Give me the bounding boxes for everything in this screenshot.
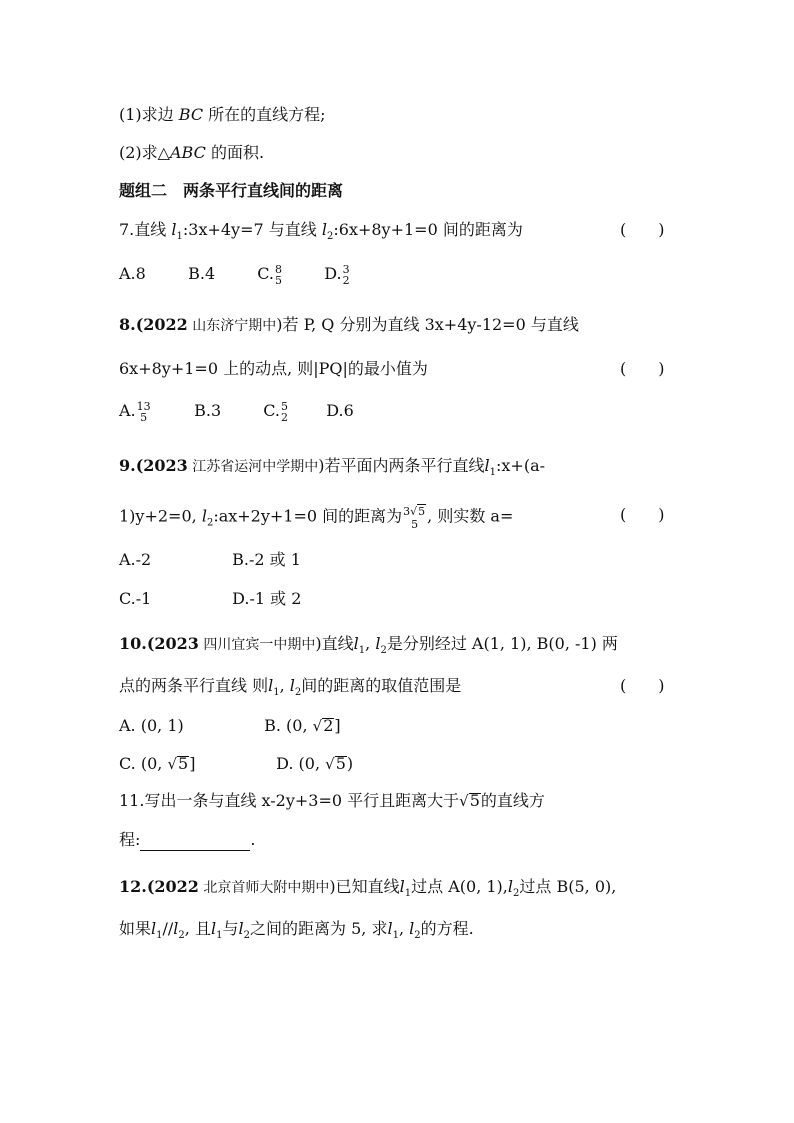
question-8-line-2: 6x+8y+1=0 上的动点, 则|PQ|的最小值为 — [119, 359, 428, 378]
q9-option-c: C.-1 — [119, 589, 152, 608]
question-10-line-2: 点的两条平行直线 则$l_1$, $l_2$间的距离的取值范围是 — [119, 676, 462, 699]
q8-option-b: B.3 — [194, 401, 222, 420]
answer-blank[interactable] — [140, 834, 250, 851]
q8-option-a: A. 13 5 — [119, 399, 151, 424]
q10-option-b: B. (0, √2] — [264, 716, 341, 735]
q7-option-a: A.8 — [119, 264, 146, 283]
q7-option-c: C. 8 5 — [257, 262, 282, 287]
source-label: 江苏省运河中学期中 — [187, 459, 319, 475]
question-10-line-1: 10.(2023 四川宜宾一中期中)直线$l_1$, $l_2$是分别经过 A(1, 1), B(0, -1) 两 — [119, 634, 618, 657]
section-title: 题组二 两条平行直线间的距离 — [119, 181, 344, 200]
q10-options-row-1 — [119, 715, 341, 737]
q9-option-b: B.-2 或 1 — [232, 550, 301, 569]
answer-bracket-7: ( ) — [620, 220, 665, 239]
question-9-line-2: 1)y+2=0, $l_2:ax+2y+1=0$ 间的距离为 3√5 5 , 则实数 a= — [119, 505, 514, 531]
question-11-line-1: 11.写出一条与直线 x-2y+3=0 平行且距离大于√5的直线方 — [119, 791, 545, 810]
question-9-line-1: 9.(2023 江苏省运河中学期中)若平面内两条平行直线$l_1:x+(a-$ — [119, 456, 546, 479]
distance-fraction: 3√5 5 — [403, 505, 426, 531]
q9-options-row-1 — [119, 549, 301, 571]
source-label: 北京首师大附中期中 — [198, 880, 330, 896]
q8-option-c: C. 5 2 — [263, 399, 288, 424]
q6-part-2: (2)求△ABC 的面积. — [119, 143, 265, 162]
q7-options — [119, 263, 351, 286]
q10-option-a: A. (0, 1) — [119, 716, 184, 735]
question-11-line-2: 程: . — [119, 830, 256, 849]
answer-bracket-10: ( ) — [620, 676, 665, 695]
answer-bracket-9: ( ) — [620, 505, 665, 524]
q7-option-b: B.4 — [188, 264, 216, 283]
q9-options-row-2 — [119, 588, 301, 610]
question-12-line-2: 如果$l_1//l_2$, 且$l_1$与$l_2$之间的距离为 5, 求$l_1$, $l_2$的方程. — [119, 919, 474, 942]
q7-option-d: D. 3 2 — [324, 262, 350, 287]
q10-option-c: C. (0, √5] — [119, 754, 196, 773]
question-7: 7.直线 $l_1:3x+4y=7$ 与直线 $l_2:6x+8y+1=0$ 间的距离为 — [119, 220, 523, 243]
q9-option-a: A.-2 — [119, 550, 152, 569]
q8-options — [119, 400, 354, 423]
q10-options-row-2 — [119, 753, 353, 775]
q9-option-d: D.-1 或 2 — [232, 589, 302, 608]
source-label: 四川宜宾一中期中 — [198, 637, 316, 653]
q10-option-d: D. (0, √5) — [276, 754, 354, 773]
source-label: 山东济宁期中 — [187, 318, 277, 334]
q6-part-1: (1)求边 BC 所在的直线方程; — [119, 105, 326, 124]
q8-option-d: D.6 — [326, 401, 354, 420]
question-12-line-1: 12.(2022 北京首师大附中期中)已知直线$l_1$过点 A(0, $1),l_2$过点 B(5, 0), — [119, 877, 617, 900]
question-8-line-1: 8.(2022 山东济宁期中)若 P, Q 分别为直线 3x+4y-12=0 与直线 — [119, 315, 579, 334]
answer-bracket-8: ( ) — [620, 359, 665, 378]
